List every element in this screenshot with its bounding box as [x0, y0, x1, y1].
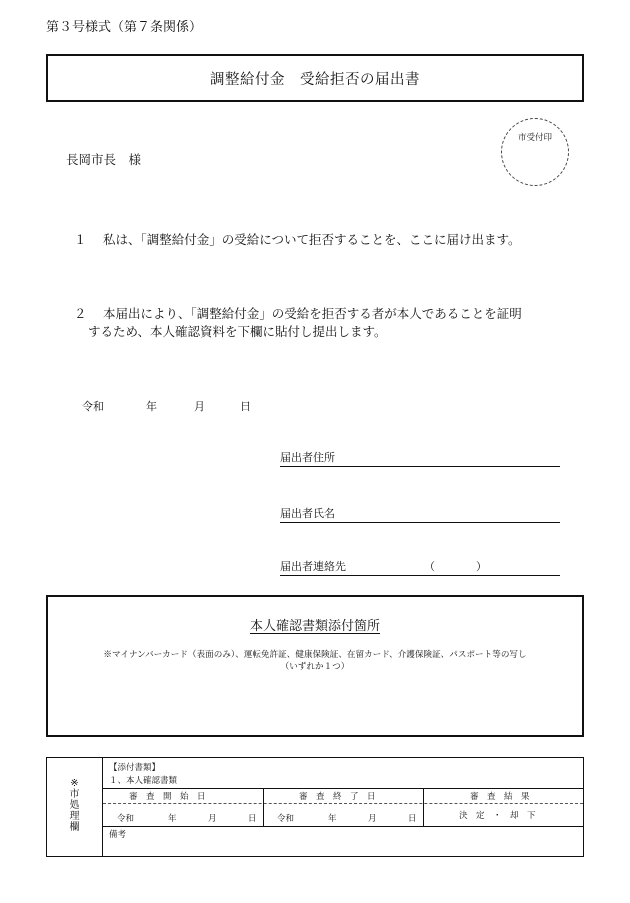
- end-date-year: 年: [328, 814, 337, 824]
- statement-2-line-1: ２ 本届出により、「調整給付金」の受給を拒否する者が本人であることを証明: [74, 306, 522, 321]
- start-date-day: 日: [248, 814, 257, 824]
- statement-2-line-2: するため、本人確認資料を下欄に貼付し提出します。: [88, 324, 387, 339]
- attached-docs-label: 【添付書類】: [109, 763, 161, 773]
- header-divider: [103, 803, 583, 804]
- statement-1: １ 私は、「調整給付金」の受給について拒否することを、ここに届け出ます。: [74, 232, 521, 247]
- attachment-note: [48, 649, 582, 673]
- review-start-header: 審 査 開 始 日: [129, 792, 206, 802]
- review-end-header: 審 査 終 了 日: [299, 792, 376, 802]
- column-divider-2: [423, 788, 424, 826]
- contact-field[interactable]: [280, 558, 560, 576]
- page-title: 調整給付金 受給拒否の届出書: [210, 71, 420, 88]
- date-day-field[interactable]: 日: [240, 400, 251, 413]
- name-field[interactable]: [280, 505, 560, 523]
- address-field[interactable]: [280, 449, 560, 467]
- date-year-field[interactable]: 年: [146, 400, 157, 413]
- id-document-attachment-area[interactable]: [46, 595, 584, 737]
- attachment-note-line-1: ※マイナンバーカード（表面のみ）、運転免許証、健康保険証、在留カード、介護保険証、パスポート等の写し: [103, 650, 527, 660]
- end-date-era: 令和: [277, 814, 295, 824]
- office-use-label-cell: [47, 758, 103, 856]
- start-date-year: 年: [168, 814, 177, 824]
- review-result-header: 審 査 結 果: [470, 792, 530, 802]
- form-number: 第３号様式（第７条関係）: [46, 20, 203, 35]
- attachment-title: 本人確認書類添付箇所: [249, 619, 380, 634]
- end-date-month: 月: [368, 814, 377, 824]
- contact-label: 届出者連絡先: [280, 560, 346, 573]
- name-label: 届出者氏名: [280, 507, 335, 520]
- contact-paren-open: （: [424, 560, 435, 573]
- date-month-field[interactable]: 月: [194, 400, 205, 413]
- end-date-day: 日: [408, 814, 417, 824]
- title-box: [46, 54, 584, 102]
- contact-paren-close: ）: [476, 560, 487, 573]
- start-date-era: 令和: [117, 814, 135, 824]
- office-use-label: ※ 市 処 理 欄: [69, 778, 80, 833]
- review-result-value: 決 定 ・ 却 下: [459, 811, 536, 821]
- date-era: 令和: [82, 400, 104, 413]
- remarks-label: 備考: [109, 830, 127, 840]
- column-divider-1: [263, 788, 264, 826]
- attachment-note-line-2: （いずれか１つ）: [280, 662, 350, 672]
- row-divider: [103, 788, 583, 789]
- attached-docs-item: １、本人確認書類: [109, 776, 178, 786]
- office-use-table: [46, 757, 584, 857]
- row-divider: [103, 826, 583, 827]
- stamp-label: 市受付印: [517, 133, 552, 143]
- address-label: 届出者住所: [280, 451, 335, 464]
- addressee: 長岡市長 様: [66, 152, 142, 167]
- reception-stamp-area: [501, 118, 569, 186]
- start-date-month: 月: [208, 814, 217, 824]
